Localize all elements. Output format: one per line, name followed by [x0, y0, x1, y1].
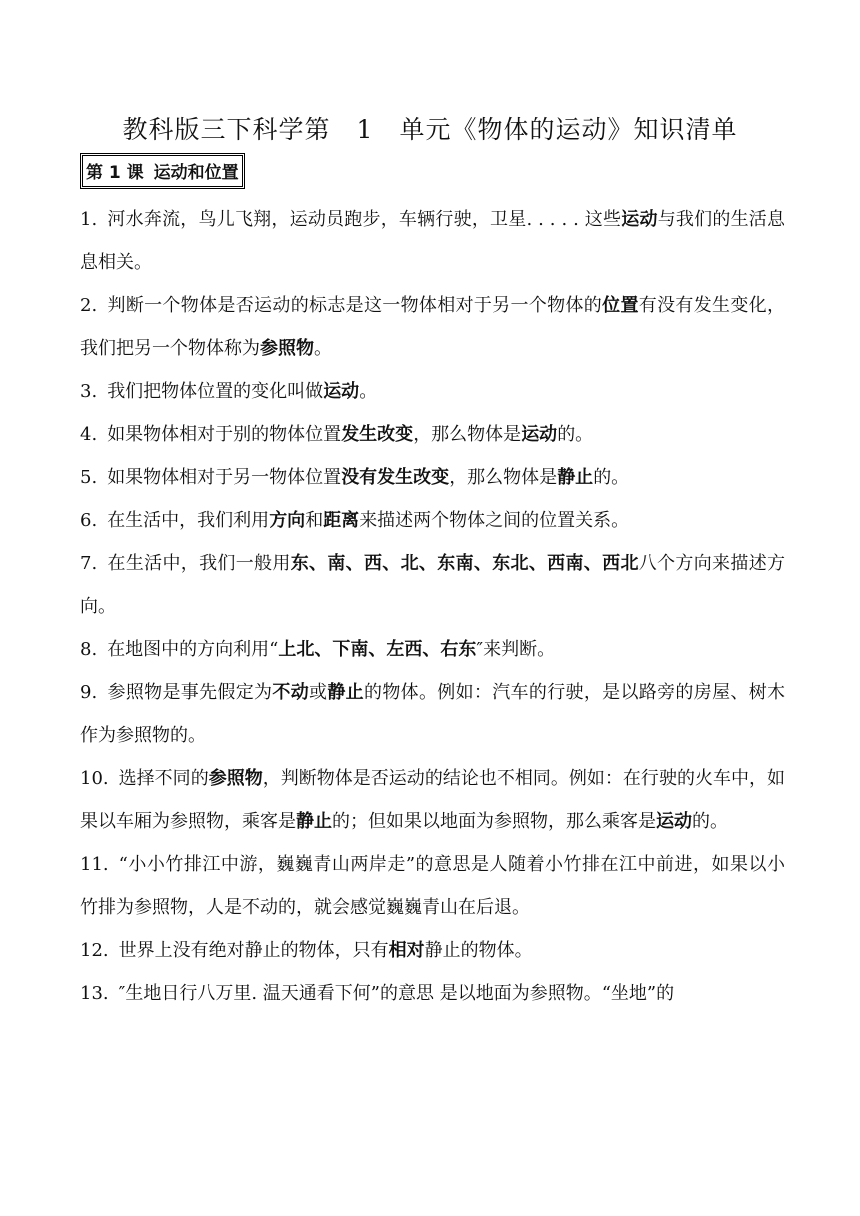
item-text: 的。: [557, 424, 594, 445]
keyword-text: 发生改变: [341, 424, 414, 445]
item-text: 八个方向来描述方向。: [80, 553, 786, 617]
item-text: 参照物是事先假定为: [107, 682, 273, 703]
list-item: [80, 843, 785, 929]
list-item: [80, 628, 785, 671]
item-text: 的；但如果以地面为参照物，那么乘客是: [332, 811, 656, 832]
list-item: [80, 413, 785, 456]
keyword-text: 静止: [296, 811, 332, 832]
keyword-text: 位置: [602, 295, 639, 316]
keyword-text: 相对: [388, 940, 425, 961]
item-number: 10.: [80, 768, 109, 789]
lesson-number: 第 1 课: [86, 163, 144, 183]
item-text: 选择不同的: [118, 768, 209, 789]
item-text: 河水奔流，鸟儿飞翔，运动员跑步，车辆行驶，卫星. . . . . 这些: [107, 209, 622, 230]
item-number: 7.: [80, 553, 98, 574]
keyword-text: 静止: [327, 682, 364, 703]
item-text: ，那么物体是: [449, 467, 558, 488]
item-text: 有没有发生变化，我们把另一个物体称为: [80, 295, 785, 359]
item-number: 5.: [80, 467, 98, 488]
item-text: 的物体。例如：汽车的行驶，是以路旁的房屋、树木作为参照物的。: [80, 682, 786, 746]
list-item: [80, 198, 785, 284]
item-text: 与我们的生活息息相关。: [80, 209, 786, 273]
item-text: 的。: [692, 811, 728, 832]
item-text: 在地图中的方向利用“: [107, 639, 279, 660]
keyword-text: 运动: [656, 811, 692, 832]
item-number: 8.: [80, 639, 98, 660]
item-number: 9.: [80, 682, 98, 703]
keyword-text: 没有发生改变: [341, 467, 450, 488]
item-text: 如果物体相对于另一物体位置: [107, 467, 342, 488]
item-text: ″生地日行八万里. 温天通看下何”的意思 是以地面为参照物。“坐地”的: [118, 983, 675, 1004]
keyword-text: 静止: [557, 467, 594, 488]
item-number: 4.: [80, 424, 98, 445]
document-title: 教科版三下科学第 1 单元《物体的运动》知识清单: [122, 115, 738, 144]
item-text: “小小竹排江中游，巍巍青山两岸走”的意思是人随着小竹排在江中前进，如果以小竹排为参照物，人是不动的，就会感觉巍巍青山在后退。: [80, 854, 785, 918]
keyword-text: 上北、下南、左西、右东: [278, 639, 477, 660]
lesson-name: 运动和位置: [153, 163, 239, 183]
keyword-text: 运动: [323, 381, 360, 402]
keyword-text: 方向: [269, 510, 306, 531]
item-text: 如果物体相对于别的物体位置: [107, 424, 342, 445]
keyword-text: 东、南、西、北、东南、东北、西南、西北: [290, 553, 639, 574]
keyword-text: 参照物: [208, 768, 263, 789]
list-item: [80, 284, 785, 370]
item-text: ，判断物体是否运动的结论也不相同。例如：在行驶的火车中，如果以车厢为参照物，乘客是: [80, 768, 786, 832]
item-text: 或: [309, 682, 328, 703]
item-text: 和: [305, 510, 324, 531]
list-item: [80, 671, 785, 757]
item-number: 11.: [80, 854, 109, 875]
keyword-text: 运动: [621, 209, 658, 230]
lesson-heading: [80, 153, 245, 189]
item-text: 在生活中，我们一般用: [107, 553, 291, 574]
item-text: 在生活中，我们利用: [107, 510, 270, 531]
keyword-text: 参照物: [260, 338, 314, 359]
knowledge-list: [80, 198, 785, 1015]
keyword-text: 运动: [521, 424, 558, 445]
item-text: 判断一个物体是否运动的标志是这一物体相对于另一个物体的: [107, 295, 603, 316]
list-item: [80, 456, 785, 499]
list-item: [80, 929, 785, 972]
list-item: [80, 542, 785, 628]
item-number: 6.: [80, 510, 98, 531]
item-text: 世界上没有绝对静止的物体，只有: [118, 940, 389, 961]
item-text: 的。: [593, 467, 630, 488]
keyword-text: 不动: [272, 682, 310, 703]
item-text: 。: [359, 381, 378, 402]
list-item: [80, 499, 785, 542]
item-number: 3.: [80, 381, 98, 402]
item-number: 1.: [80, 209, 98, 230]
list-item: [80, 972, 785, 1015]
item-number: 2.: [80, 295, 98, 316]
item-text: 静止的物体。: [424, 940, 533, 961]
item-text: 我们把物体位置的变化叫做: [107, 381, 324, 402]
item-number: 12.: [80, 940, 109, 961]
item-number: 13.: [80, 983, 109, 1004]
list-item: [80, 370, 785, 413]
item-text: 。: [314, 338, 332, 359]
item-text: ″来判断。: [476, 639, 556, 660]
keyword-text: 距离: [323, 510, 360, 531]
list-item: [80, 757, 785, 843]
item-text: 来描述两个物体之间的位置关系。: [359, 510, 630, 531]
item-text: ，那么物体是: [413, 424, 522, 445]
